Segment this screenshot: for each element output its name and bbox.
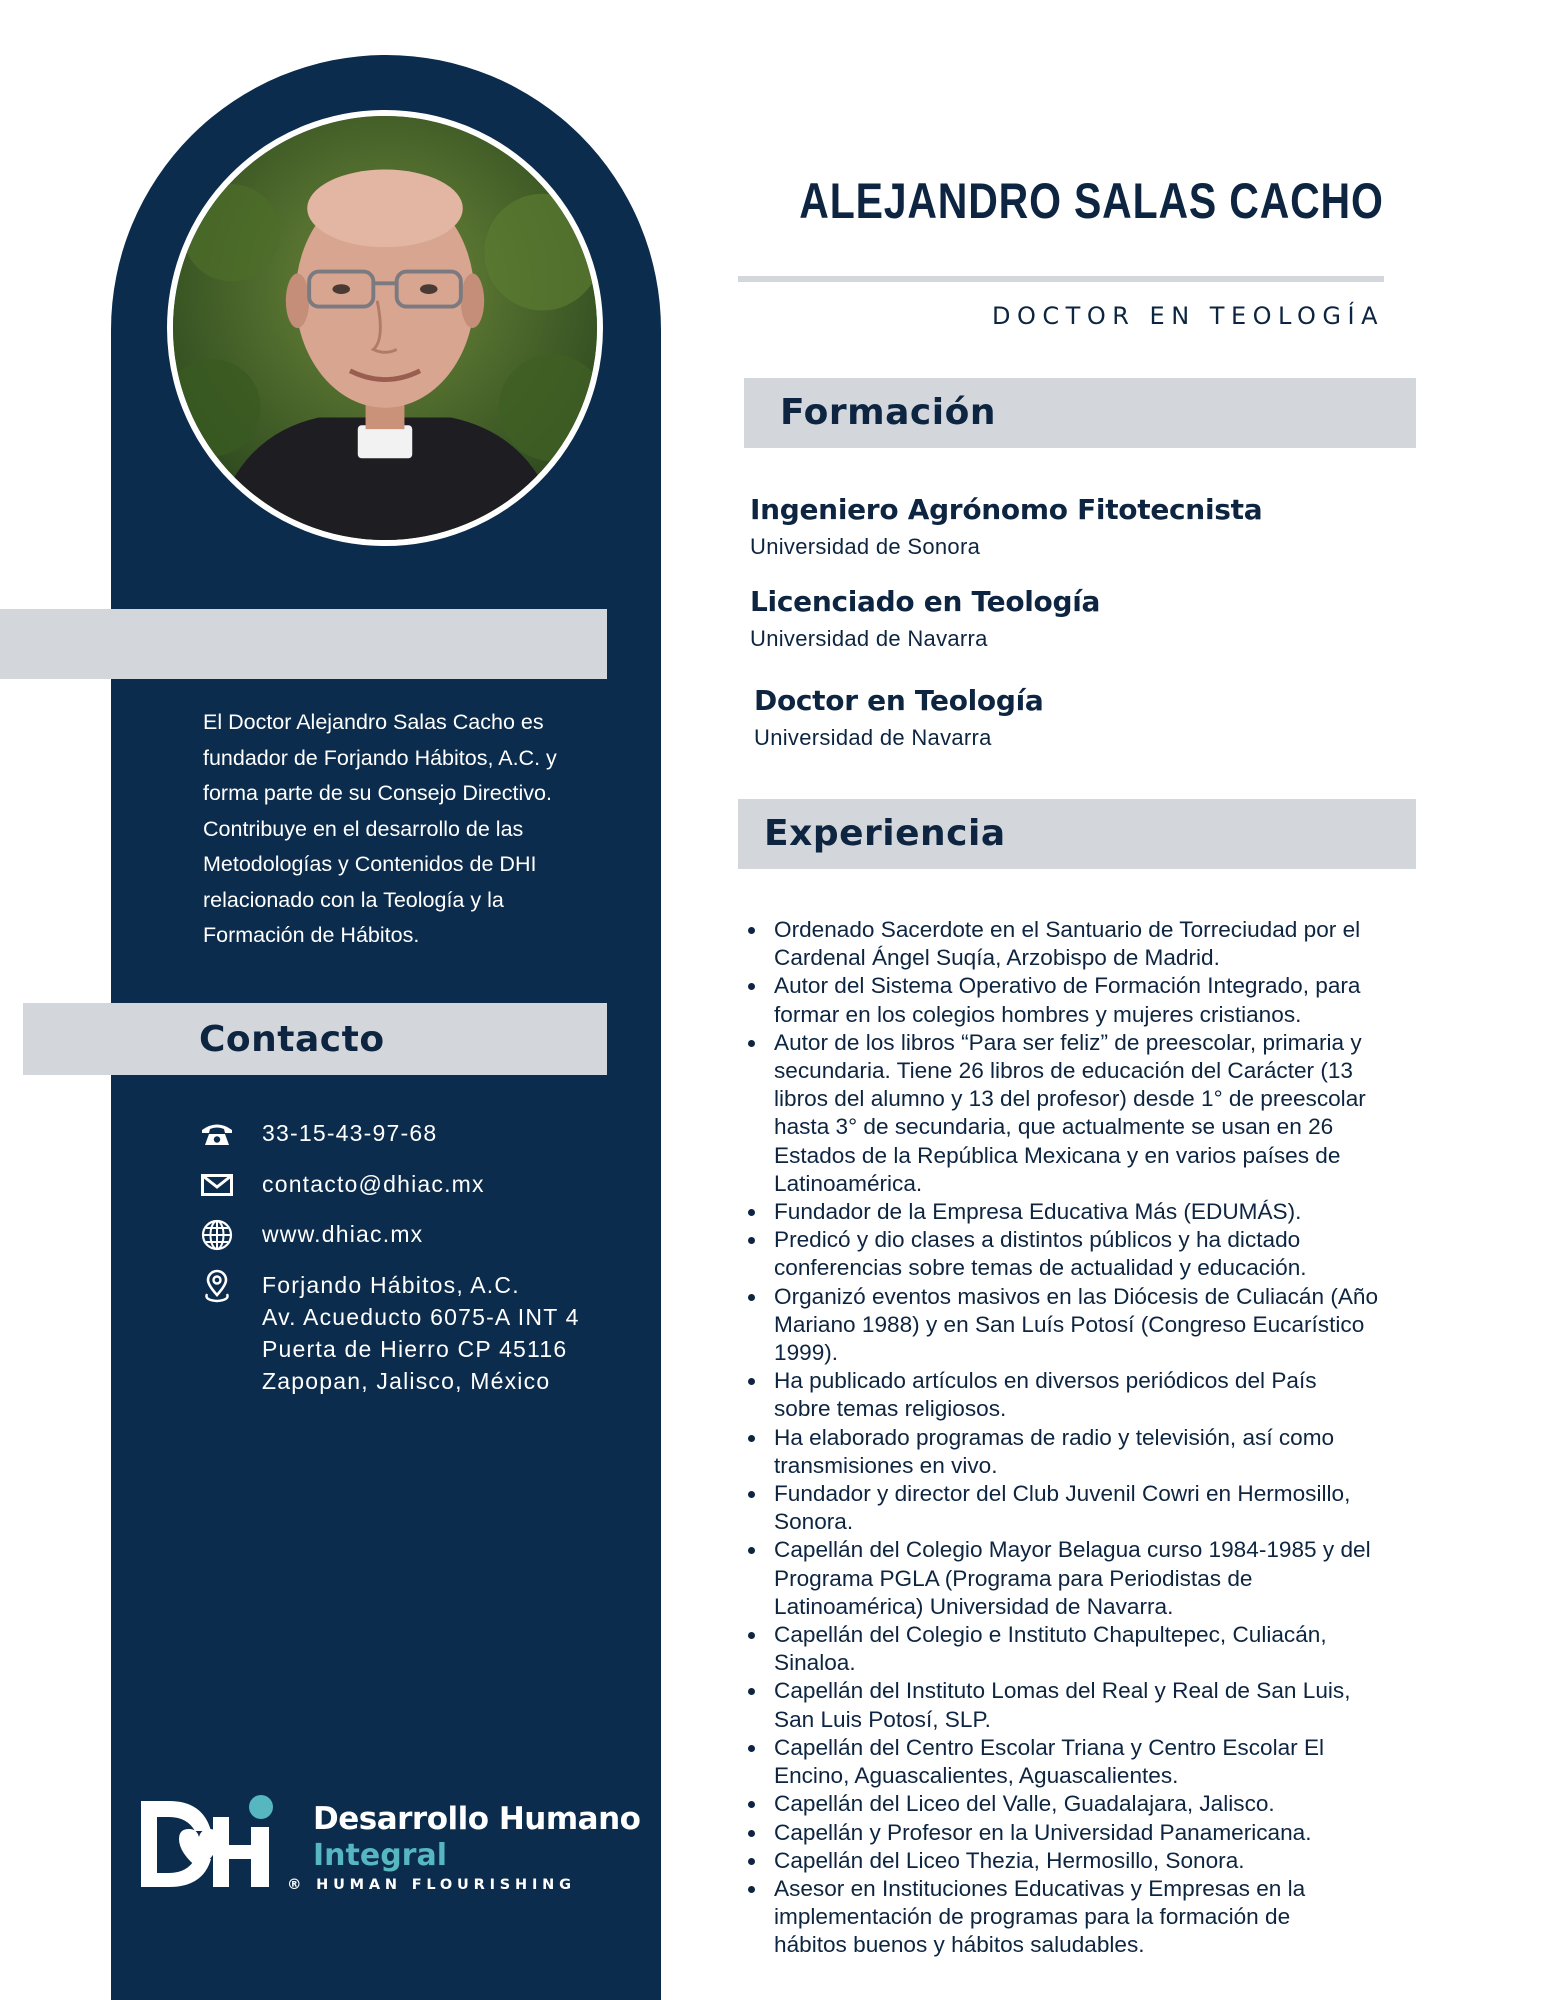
- about-divider-bar: [0, 609, 607, 679]
- formacion-title: Formación: [780, 392, 996, 433]
- about-line: Formación de Hábitos.: [203, 923, 420, 947]
- person-role: DOCTOR EN TEOLOGÍA: [992, 302, 1384, 330]
- about-line: Metodologías y Contenidos de DHI: [203, 852, 537, 876]
- experience-line: Estados de la República Mexicana y en varios países de: [774, 1142, 1341, 1168]
- profile-photo: [167, 110, 603, 546]
- experience-line: secundaria. Tiene 26 libros de educación del Carácter (13: [774, 1058, 1353, 1084]
- experience-line: sobre temas religiosos.: [774, 1396, 1007, 1422]
- logo-line-1: Desarrollo Humano: [313, 1801, 641, 1837]
- header-rule: [738, 276, 1384, 282]
- experience-item: [774, 1677, 1434, 1733]
- experience-item: [774, 1847, 1434, 1875]
- experience-line: transmisiones en vivo.: [774, 1452, 998, 1478]
- contact-title: Contacto: [199, 1019, 385, 1060]
- experience-line: libros del alumno y 13 del profesor) desde 1° de preescolar: [774, 1086, 1366, 1112]
- contact-address: [198, 1269, 580, 1397]
- experience-line: Cardenal Ángel Suqía, Arzobispo de Madrid.: [774, 945, 1220, 971]
- experience-line: Autor de los libros “Para ser feliz” de preescolar, primaria y: [774, 1029, 1362, 1055]
- experience-line: Capellán y Profesor en la Universidad Panamericana.: [774, 1819, 1312, 1845]
- experience-item: [774, 1283, 1434, 1368]
- experience-item: [774, 1029, 1434, 1198]
- experience-line: Capellán del Instituto Lomas del Real y Real de San Luis,: [774, 1678, 1351, 1704]
- experience-item: [774, 1875, 1434, 1960]
- dhi-logo-mark-icon: [141, 1795, 286, 1891]
- experience-line: hasta 3° de secundaria, que actualmente se usan en 26: [774, 1114, 1334, 1140]
- experience-line: Fundador y director del Club Juvenil Cowri en Hermosillo,: [774, 1481, 1351, 1507]
- experience-line: 1999).: [774, 1340, 839, 1366]
- about-line: Contribuye en el desarrollo de las: [203, 816, 524, 841]
- degree-item: [754, 684, 1044, 751]
- website-url: www.dhiac.mx: [262, 1221, 424, 1247]
- experience-line: Sonora.: [774, 1509, 854, 1535]
- logo-line-2: Integral: [313, 1838, 448, 1873]
- experience-line: conferencias sobre temas de actualidad y educación.: [774, 1255, 1307, 1281]
- address-line: Puerta de Hierro CP 45116: [262, 1336, 568, 1362]
- experience-line: Ordenado Sacerdote en el Santuario de Torreciudad por el: [774, 917, 1361, 942]
- degree-title: Licenciado en Teología: [750, 585, 1101, 618]
- phone-icon: [198, 1117, 236, 1151]
- experience-line: Organizó eventos masivos en las Diócesis de Culiacán (Año: [774, 1283, 1379, 1309]
- experience-line: Mariano 1988) y en San Luís Potosí (Congreso Eucarístico: [774, 1311, 1365, 1337]
- experience-line: Ha elaborado programas de radio y televisión, así como: [774, 1424, 1335, 1450]
- email-address: contacto@dhiac.mx: [262, 1171, 485, 1197]
- experience-item: [774, 1536, 1434, 1621]
- experience-item: [774, 1790, 1434, 1818]
- experience-line: Programa PGLA (Programa para Periodistas de: [774, 1565, 1253, 1591]
- degree-item: [750, 493, 1262, 560]
- experience-line: Capellán del Colegio Mayor Belagua curso 1984-1985 y del: [774, 1537, 1371, 1563]
- mail-icon: [198, 1168, 236, 1202]
- experience-item: [774, 916, 1434, 972]
- degree-school: Universidad de Navarra: [750, 626, 988, 651]
- degree-item: [750, 585, 1100, 652]
- phone-number: 33-15-43-97-68: [262, 1120, 438, 1146]
- location-pin-icon: [198, 1269, 236, 1303]
- experience-item: [774, 972, 1434, 1028]
- experience-line: Encino, Aguascalientes, Aguascalientes.: [774, 1763, 1179, 1789]
- experience-item: [774, 1424, 1434, 1480]
- experience-line: Capellán del Colegio e Instituto Chapultepec, Culiacán,: [774, 1622, 1327, 1648]
- degree-title: Doctor en Teología: [754, 684, 1044, 717]
- logo-line-3: ® HUMAN FLOURISHING: [287, 1877, 576, 1893]
- experience-item: [774, 1621, 1434, 1677]
- experience-item: [774, 1198, 1434, 1226]
- dhi-logo: [141, 1795, 641, 1895]
- experience-line: Autor del Sistema Operativo de Formación Integrado, para: [774, 973, 1361, 999]
- experience-line: Latinoamérica.: [774, 1170, 923, 1196]
- experience-item: [774, 1734, 1434, 1790]
- degree-school: Universidad de Navarra: [754, 725, 992, 750]
- experience-item: [774, 1367, 1434, 1423]
- about-line: fundador de Forjando Hábitos, A.C. y: [203, 745, 557, 770]
- experience-item: [774, 1226, 1434, 1282]
- about-text: [203, 705, 613, 954]
- formacion-header-bar: [744, 378, 1416, 448]
- about-line: forma parte de su Consejo Directivo.: [203, 781, 552, 805]
- address-line: Forjando Hábitos, A.C.: [262, 1272, 520, 1298]
- experience-line: Latinoamérica) Universidad de Navarra.: [774, 1593, 1174, 1619]
- experience-item: [774, 1480, 1434, 1536]
- address-line: Av. Acueducto 6075-A INT 4: [262, 1304, 580, 1330]
- experience-line: hábitos buenos y hábitos saludables.: [774, 1932, 1145, 1958]
- address-line: Zapopan, Jalisco, México: [262, 1368, 551, 1394]
- experience-line: Predicó y dio clases a distintos públicos y ha dictado: [774, 1227, 1301, 1253]
- globe-icon: [198, 1218, 236, 1252]
- experiencia-header-bar: [738, 799, 1416, 869]
- about-line: relacionado con la Teología y la: [203, 887, 504, 912]
- degree-school: Universidad de Sonora: [750, 534, 981, 559]
- experience-line: Capellán del Liceo del Valle, Guadalajara, Jalisco.: [774, 1791, 1275, 1817]
- contact-phone[interactable]: [198, 1117, 437, 1151]
- experience-line: San Luis Potosí, SLP.: [774, 1706, 991, 1732]
- experience-line: implementación de programas para la formación de: [774, 1904, 1291, 1930]
- contact-email[interactable]: [198, 1168, 485, 1202]
- experience-list: [774, 916, 1434, 1960]
- experience-line: Sinaloa.: [774, 1650, 856, 1676]
- experiencia-title: Experiencia: [764, 813, 1006, 854]
- experience-line: Fundador de la Empresa Educativa Más (EDUMÁS).: [774, 1199, 1302, 1225]
- experience-line: Asesor en Instituciones Educativas y Empresas en la: [774, 1875, 1306, 1901]
- person-name: ALEJANDRO SALAS CACHO: [799, 173, 1384, 229]
- address-block: [262, 1269, 580, 1397]
- contact-header-bar: [23, 1003, 607, 1075]
- contact-website[interactable]: [198, 1218, 423, 1252]
- experience-item: [774, 1819, 1434, 1847]
- degree-title: Ingeniero Agrónomo Fitotecnista: [750, 493, 1263, 526]
- experience-line: formar en los colegios hombres y mujeres cristianos.: [774, 1001, 1302, 1027]
- about-line: El Doctor Alejandro Salas Cacho es: [203, 710, 544, 734]
- experience-line: Ha publicado artículos en diversos periódicos del País: [774, 1368, 1317, 1394]
- experience-line: Capellán del Liceo Thezia, Hermosillo, Sonora.: [774, 1847, 1245, 1873]
- experience-line: Capellán del Centro Escolar Triana y Centro Escolar El: [774, 1734, 1325, 1760]
